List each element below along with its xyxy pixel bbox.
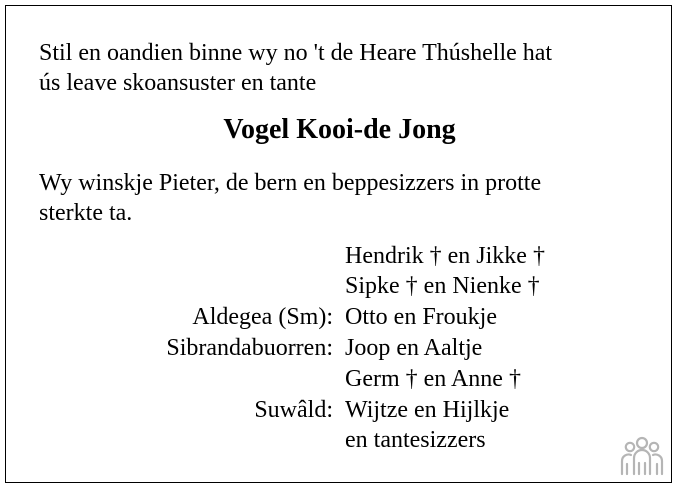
- family-row: [6, 333, 673, 363]
- people-group-icon: [618, 436, 666, 476]
- deceased-name: Vogel Kooi-de Jong: [223, 114, 456, 145]
- family-row: [6, 425, 673, 455]
- family-names: Hendrik † en Jikke †: [345, 243, 545, 269]
- family-names: en tantesizzers: [345, 427, 486, 453]
- family-row: [6, 395, 673, 425]
- family-row: [6, 302, 673, 332]
- family-place: Suwâld:: [254, 397, 333, 423]
- family-names: Germ † en Anne †: [345, 366, 521, 392]
- family-names: Otto en Froukje: [345, 304, 497, 330]
- message-line-2: sterkte ta.: [39, 200, 133, 226]
- family-place: Aldegea (Sm):: [192, 304, 333, 330]
- intro-line-2: ús leave skoansuster en tante: [39, 70, 317, 96]
- family-row: [6, 364, 673, 394]
- family-names: Joop en Aaltje: [345, 335, 483, 361]
- family-names: Wijtze en Hijlkje: [345, 397, 510, 423]
- family-row: [6, 241, 673, 271]
- message-line-1: Wy winskje Pieter, de bern en beppesizzers in protte: [39, 170, 542, 196]
- family-row: [6, 271, 673, 301]
- obituary-card: [5, 5, 672, 483]
- intro-line-1: Stil en oandien binne wy no 't de Heare Thúshelle hat: [39, 40, 553, 66]
- family-place: Sibrandabuorren:: [166, 335, 333, 361]
- family-names: Sipke † en Nienke †: [345, 273, 540, 299]
